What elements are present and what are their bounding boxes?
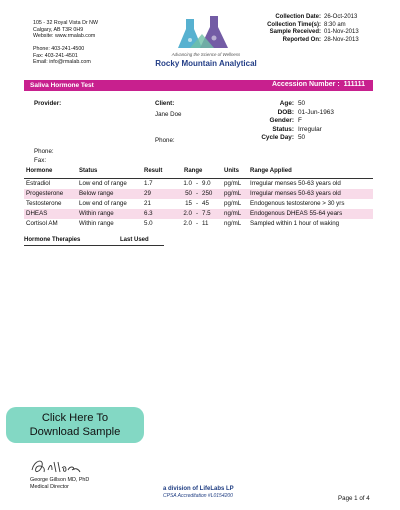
- division-text: a division of LifeLabs LP: [163, 486, 234, 492]
- lab-logo: [150, 14, 262, 72]
- table-row: [24, 199, 373, 209]
- range-high: 250: [202, 190, 213, 197]
- client-name: Jane Doe: [155, 111, 182, 118]
- cycle-day-value: 50: [298, 134, 306, 141]
- units-cell: ng/mL: [224, 210, 242, 217]
- range-cell: [174, 189, 224, 199]
- director-title: Medical Director: [30, 483, 69, 490]
- address-line: Website: www.rmalab.com: [33, 33, 96, 39]
- hormone-cell: Testosterone: [26, 200, 62, 207]
- table-body: [24, 179, 373, 229]
- collection-time-label: Collection Time(s):: [267, 21, 321, 28]
- therapies-label: Hormone Therapies: [24, 237, 81, 243]
- sample-received-label: Sample Received:: [269, 29, 321, 36]
- range-cell: [174, 219, 224, 229]
- range-high: 9.0: [202, 180, 211, 187]
- reported-on-value: 28-Nov-2013: [324, 36, 359, 43]
- therapies-header: [24, 237, 164, 246]
- table-row: [24, 189, 373, 199]
- address-line: 105 - 32 Royal Vista Dr NW: [33, 20, 98, 26]
- provider-fax-label: Fax:: [34, 157, 47, 164]
- range-cell: [174, 179, 224, 189]
- sample-received-value: 01-Nov-2013: [324, 29, 359, 36]
- dob-value: 01-Jun-1963: [298, 108, 334, 116]
- accession-value: 111111: [343, 81, 365, 88]
- director-name: George Gillson MD, PhD: [30, 477, 90, 483]
- range-separator: -: [195, 210, 199, 217]
- range-low: 15: [185, 200, 192, 207]
- age-label: Age:: [279, 100, 294, 107]
- table-header: [24, 168, 373, 179]
- range-separator: -: [195, 190, 199, 197]
- range-applied-cell: Endogenous DHEAS 55-64 years: [250, 210, 343, 217]
- units-cell: pg/mL: [224, 190, 242, 197]
- gender-value: F: [298, 117, 302, 124]
- status-cell: Below range: [79, 190, 114, 197]
- age-value: 50: [298, 100, 306, 107]
- result-cell: 21: [144, 200, 151, 207]
- range-low: 1.0: [183, 180, 192, 187]
- range-applied-cell: Irregular menses 50-63 years old: [250, 190, 341, 197]
- page-number: Page 1 of 4: [338, 495, 370, 502]
- download-sample-button[interactable]: [6, 407, 144, 443]
- download-button-line1: Click Here To: [41, 412, 109, 424]
- header-range-applied: Range Applied: [250, 168, 292, 174]
- units-cell: pg/mL: [224, 200, 242, 207]
- last-used-label: Last Used: [120, 237, 149, 243]
- collection-info: [258, 14, 378, 44]
- accreditation-text: CPSA Accreditation #L0154200: [163, 493, 233, 499]
- lab-address: [33, 20, 143, 66]
- range-high: 7.5: [202, 210, 211, 217]
- range-cell: [174, 209, 224, 219]
- hormone-cell: Progesterone: [26, 190, 64, 197]
- result-cell: 5.0: [144, 220, 153, 227]
- range-applied-cell: Endogenous testosterone > 30 yrs: [250, 200, 345, 207]
- reported-on-label: Reported On:: [282, 36, 321, 43]
- lab-name: Rocky Mountain Analytical: [155, 59, 257, 68]
- status-cell: Low end of range: [79, 180, 127, 187]
- test-banner: [24, 80, 373, 91]
- range-separator: -: [195, 180, 199, 187]
- header-range: Range: [184, 168, 203, 174]
- collection-time-value: 8:30 am: [324, 21, 346, 28]
- range-applied-cell: Irregular menses 50-63 years old: [250, 180, 341, 187]
- table-row: [24, 209, 373, 219]
- test-name: Saliva Hormone Test: [30, 81, 94, 89]
- client-phone-label: Phone:: [155, 137, 175, 144]
- table-row: [24, 179, 373, 189]
- range-low: 2.0: [183, 220, 192, 227]
- hormone-cell: Estradiol: [26, 180, 51, 187]
- result-cell: 29: [144, 190, 151, 197]
- signature-icon: [28, 456, 88, 478]
- cycle-day-label: Cycle Day:: [261, 134, 294, 141]
- director-info: [30, 477, 89, 490]
- address-line: Phone: 403-241-4500: [33, 46, 85, 52]
- accession-label: Accession Number :: [271, 81, 340, 88]
- results-table: [24, 168, 373, 229]
- range-high: 11: [202, 220, 209, 227]
- flask-logo-icon: [150, 14, 262, 52]
- result-cell: 6.3: [144, 210, 153, 217]
- range-applied-cell: Sampled within 1 hour of waking: [250, 220, 340, 227]
- result-cell: 1.7: [144, 180, 153, 187]
- status-cell: Within range: [79, 210, 114, 217]
- hormone-cell: DHEAS: [26, 210, 48, 217]
- address-line: Email: info@rmalab.com: [33, 59, 91, 65]
- address-line: Calgary, AB T3R 0H9: [33, 26, 84, 33]
- accession-number: [272, 81, 365, 88]
- status-cell: Low end of range: [79, 200, 127, 207]
- provider-label: Provider:: [34, 100, 62, 107]
- range-cell: [174, 199, 224, 209]
- range-low: 2.0: [183, 210, 192, 217]
- provider-phone-label: Phone:: [34, 148, 54, 155]
- range-separator: -: [195, 220, 199, 227]
- range-low: 50: [185, 190, 192, 197]
- collection-date-value: 26-Oct-2013: [324, 14, 358, 20]
- status-cell: Within range: [79, 220, 114, 227]
- header-units: Units: [224, 168, 239, 174]
- header-result: Result: [144, 168, 163, 174]
- status-label: Status:: [272, 125, 294, 133]
- collection-date-label: Collection Date:: [275, 14, 321, 20]
- range-separator: -: [195, 200, 199, 207]
- download-button-line2: Download Sample: [29, 426, 121, 438]
- lab-tagline: Advancing the Science of Wellness: [171, 52, 241, 57]
- status-value: Irregular: [298, 125, 322, 133]
- header-status: Status: [79, 168, 98, 174]
- header-hormone: Hormone: [26, 168, 53, 174]
- gender-label: Gender:: [269, 117, 294, 124]
- address-line: Fax: 403-241-4501: [33, 52, 78, 59]
- dob-label: DOB:: [277, 108, 294, 116]
- range-high: 45: [202, 200, 209, 207]
- hormone-cell: Cortisol AM: [26, 220, 58, 227]
- client-label: Client:: [155, 100, 175, 107]
- patient-details: [243, 100, 334, 143]
- table-row: [24, 219, 373, 229]
- units-cell: ng/mL: [224, 220, 242, 227]
- units-cell: pg/mL: [224, 180, 242, 187]
